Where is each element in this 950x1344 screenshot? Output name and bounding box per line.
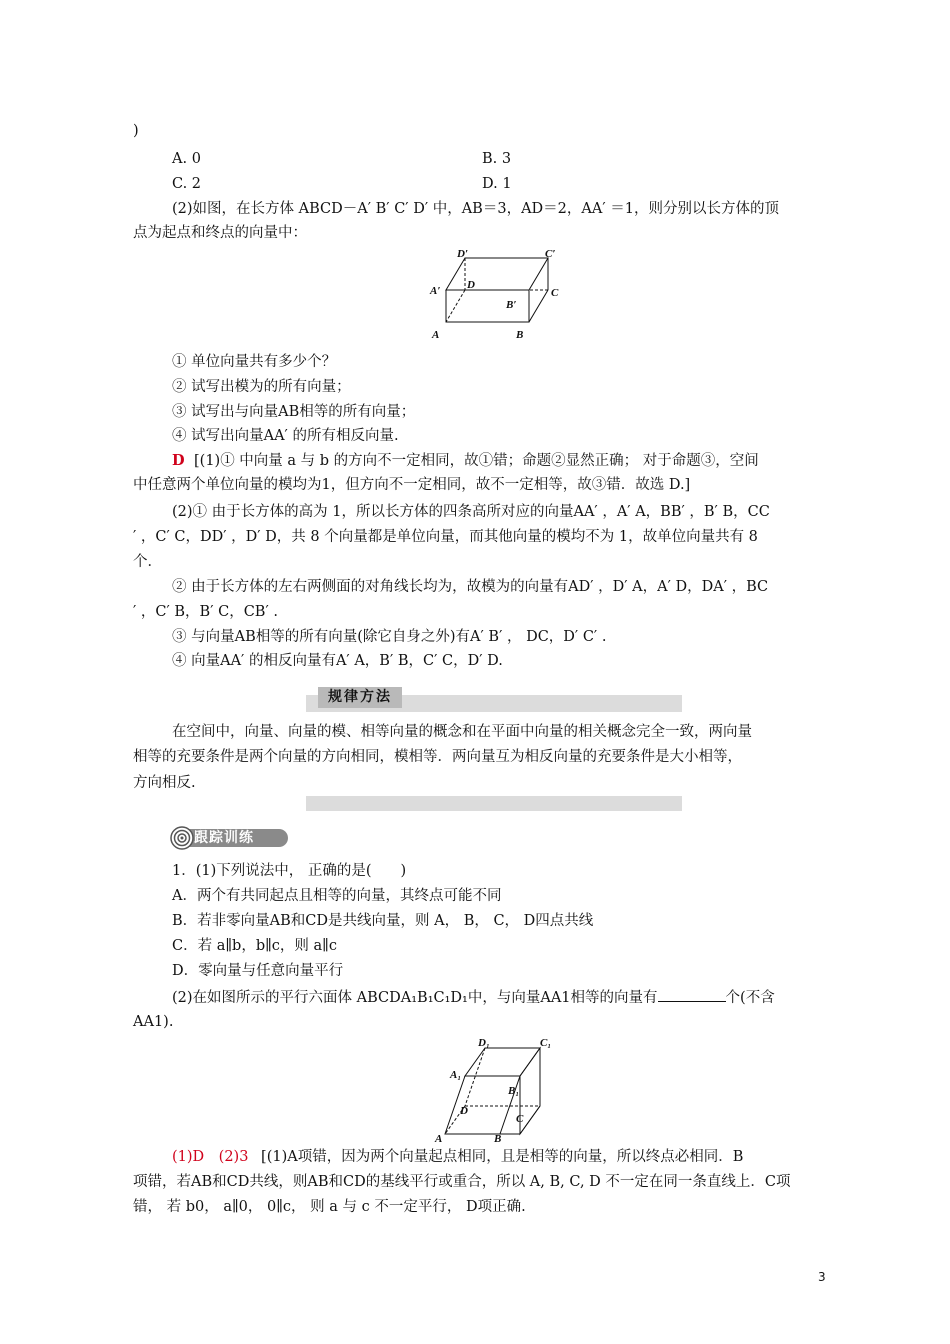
label-d: D: [460, 1105, 468, 1117]
track-title: 跟踪训练: [194, 830, 254, 846]
label-c-prime: C′: [545, 248, 556, 260]
label-d-prime: D′: [457, 248, 469, 260]
final-answer: (1)D (2)3: [172, 1149, 249, 1165]
sub-question: ② 试写出模为的所有向量；: [172, 379, 351, 395]
answer-blank[interactable]: [658, 987, 726, 1002]
label-c: C: [516, 1113, 524, 1125]
final-explanation: 错， 若 b0， a∥0， 0∥c， 则 a 与 c 不一定平行， D项正确.: [133, 1199, 526, 1215]
answer-text: ③ 与向量AB相等的所有向量(除它自身之外)有A′ B′ ， DC，D′ C′ .: [172, 629, 607, 645]
exercise-text: 1．(1)下列说法中， 正确的是( ): [172, 863, 407, 879]
answer-text: ′ ，C′ C，DD′ ，D′ D，共 8 个向量都是单位向量，而其他向量的模均不为 1，故单位向量共有 8: [133, 529, 758, 545]
answer-text: [(1)① 中向量 a 与 b 的方向不一定相同，故①错；命题②显然正确； 对于命题③，空间: [194, 453, 759, 469]
final-explanation: [(1)A项错，因为两个向量起点相同，且是相等的向量，所以终点必相同．B: [261, 1149, 744, 1165]
exercise-text: AA1).: [133, 1014, 174, 1030]
label-b: B: [516, 329, 524, 341]
sub-question: ③ 试写出与向量AB相等的所有向量；: [172, 404, 416, 420]
exercise-option: A．两个有共同起点且相等的向量，其终点可能不同: [172, 888, 502, 904]
final-explanation: 项错，若AB和CD共线，则AB和CD的基线平行或重合，所以 A, B, C, D 不一定在同一条直线上．C项: [133, 1174, 791, 1190]
question-text: 点为起点和终点的向量中：: [133, 225, 307, 241]
label-d: D: [467, 279, 475, 291]
label-b: B: [494, 1133, 502, 1144]
label-d1: D₁: [478, 1037, 490, 1049]
exercise-option: C．若 a∥b，b∥c，则 a∥c: [172, 938, 338, 954]
track-training-header: [170, 826, 290, 850]
label-c1: C₁: [540, 1037, 552, 1049]
answer-text: 中任意两个单位向量的模均为1，但方向不一定相同，故不一定相等，故③错．故选 D.]: [133, 477, 691, 493]
label-a: A: [435, 1133, 443, 1144]
sub-question: ④ 试写出向量AA′ 的所有相反向量.: [172, 428, 399, 444]
exercise-text-pre: (2)在如图所示的平行六面体 ABCDA₁B₁C₁D₁中，与向量AA1相等的向量有: [172, 990, 658, 1006]
page-number: 3: [818, 1270, 826, 1284]
text-line: ): [133, 123, 139, 139]
option-b: B. 3: [482, 151, 512, 167]
label-a-prime: A′: [430, 285, 441, 297]
rule-title: 规律方法: [318, 687, 402, 708]
answer-letter: D: [172, 452, 185, 469]
rule-banner-bottom: [306, 796, 682, 811]
rule-text: 方向相反.: [133, 775, 196, 791]
answer-text: 个．: [133, 554, 162, 570]
label-a1: A₁: [450, 1069, 462, 1081]
answer-text: ′ ，C′ B，B′ C，CB′ .: [133, 604, 278, 620]
option-c: C. 2: [172, 176, 202, 192]
exercise-option: B．若非零向量AB和CD是共线向量，则 A， B， C， D四点共线: [172, 913, 594, 929]
parallelepiped-figure: [430, 1036, 560, 1144]
rule-text: 相等的充要条件是两个向量的方向相同，模相等．两向量互为相反向量的充要条件是大小相等，: [133, 749, 742, 765]
label-a: A: [432, 329, 440, 341]
exercise-text: [172, 987, 775, 1008]
option-a: A. 0: [172, 151, 201, 167]
exercise-option: D．零向量与任意向量平行: [172, 963, 344, 979]
cuboid-figure: [420, 248, 570, 344]
exercise-text-post: 个(不含: [725, 990, 775, 1006]
sub-question: ① 单位向量共有多少个？: [172, 354, 337, 370]
answer-text: ④ 向量AA′ 的相反向量有A′ A，B′ B，C′ C，D′ D.: [172, 653, 503, 669]
question-text: (2)如图，在长方体 ABCD－A′ B′ C′ D′ 中，AB＝3，AD＝2，AA′ ＝1，则分别以长方体的顶: [172, 201, 779, 217]
target-icon: [170, 826, 194, 850]
label-c: C: [551, 287, 559, 299]
option-d: D. 1: [482, 176, 512, 192]
answer-text: (2)① 由于长方体的高为 1，所以长方体的四条高所对应的向量AA′ ，A′ A，BB′ ，B′ B，CC: [172, 504, 770, 520]
label-b1: B₁: [508, 1085, 520, 1097]
answer-text: ② 由于长方体的左右两侧面的对角线长均为，故模为的向量有AD′ ，D′ A，A′ D，DA′ ，BC: [172, 579, 769, 595]
label-b-prime: B′: [506, 299, 517, 311]
rule-text: 在空间中，向量、向量的模、相等向量的概念和在平面中向量的相关概念完全一致，两向量: [172, 724, 752, 740]
